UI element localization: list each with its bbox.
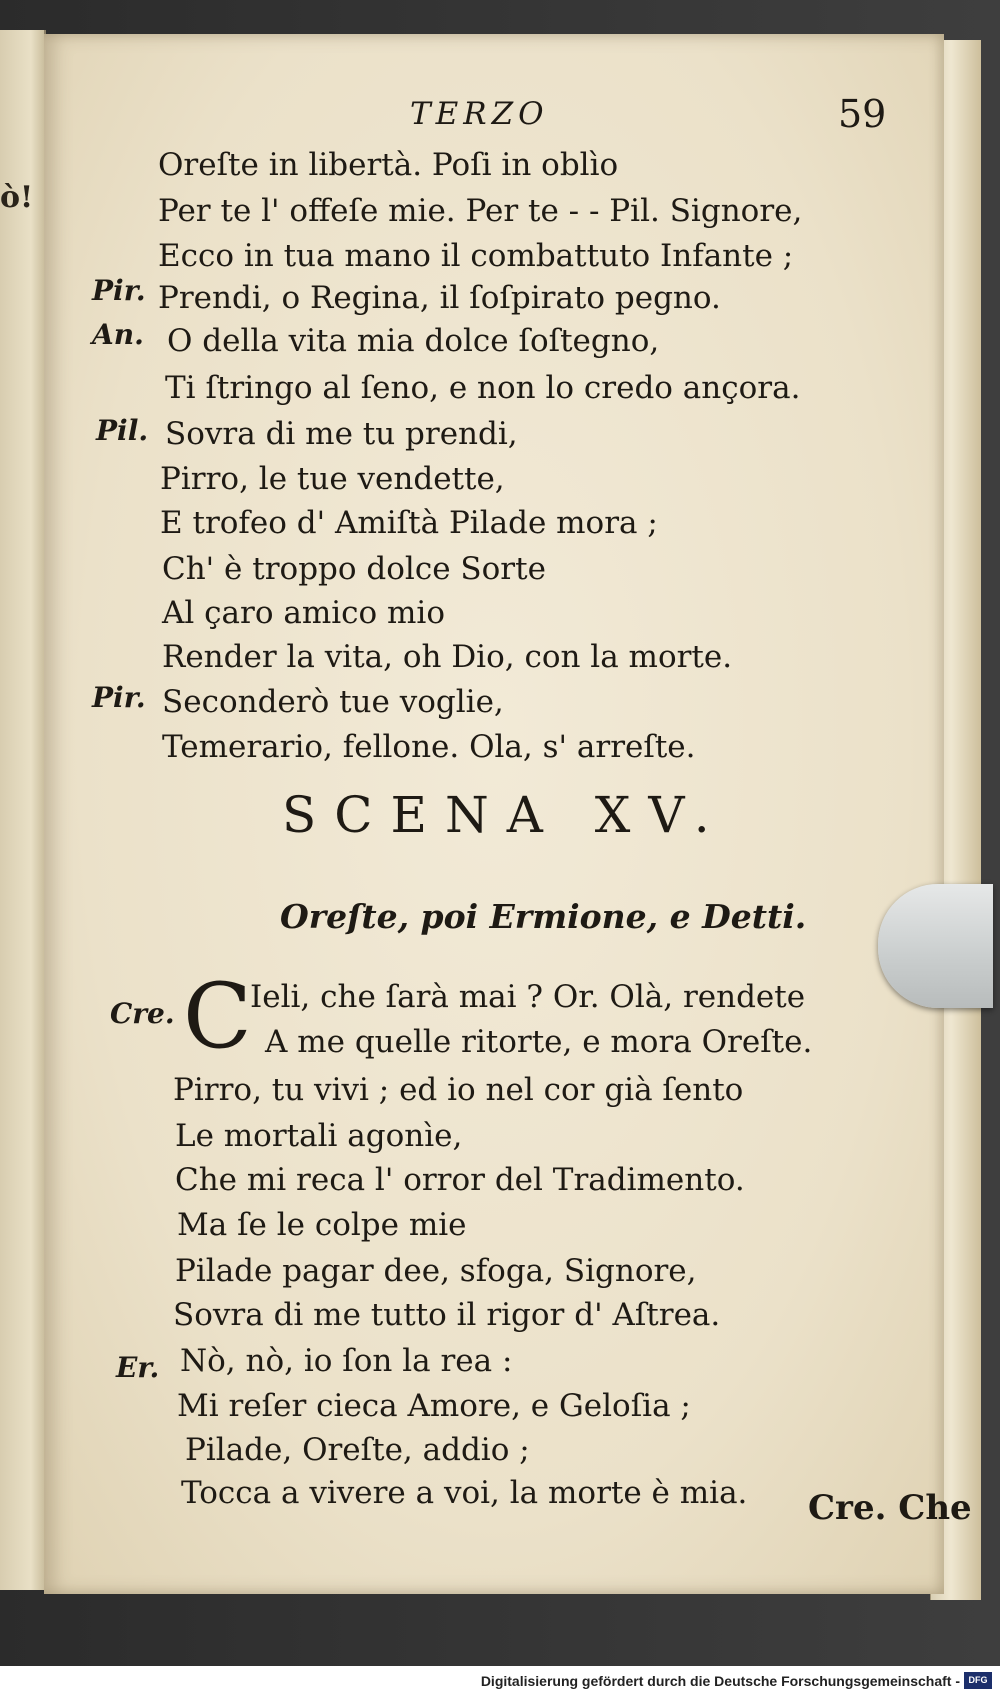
verse-line: Temerario, fellone. Ola, s' arreſte. [162,729,696,765]
speaker-label: Pir. [92,274,146,307]
left-page-fragment: ò! [0,180,34,215]
page-clip [878,884,993,1008]
speaker-label: Cre. [110,997,175,1030]
verse-line: Ecco in tua mano il combattuto Infante ; [158,238,794,274]
drop-cap: C [183,964,252,1069]
speaker-label: An. [92,318,144,351]
verse-line: Pirro, tu vivi ; ed io nel cor già ſento [173,1072,744,1108]
verse-line: Sovra di me tu prendi, [165,416,518,452]
speaker-label: Pil. [96,414,149,447]
verse-line: Al çaro amico mio [162,595,445,631]
scene-heading: SCENA XV. [282,786,728,844]
verse-line: E trofeo d' Amiſtà Pilade mora ; [160,505,658,541]
page-number: 59 [838,92,887,136]
verse-line: Ieli, che ſarà mai ? Or. Olà, rendete [250,979,806,1015]
verse-line: Le mortali agonìe, [175,1118,463,1154]
scene-characters: Oreſte, poi Ermione, e Detti. [280,897,807,936]
verse-line: Sovra di me tutto il rigor d' Aſtrea. [173,1297,721,1333]
dfg-logo: DFG [964,1672,992,1689]
running-head: TERZO [410,96,549,132]
left-page-edge [0,30,46,1590]
footer-credit: Digitalisierung gefördert durch die Deutsche Forschungsgemeinschaft - [480,1673,960,1689]
catchword: Cre. Che [808,1488,972,1528]
verse-line: Nò, nò, io ſon la rea : [180,1343,513,1379]
verse-line: Render la vita, oh Dio, con la morte. [162,639,733,675]
footer-bar [0,1666,1000,1696]
verse-line: O della vita mia dolce ſoſtegno, [167,323,660,359]
verse-line: Mi reſer cieca Amore, e Geloſia ; [177,1388,691,1424]
verse-line: Pirro, le tue vendette, [160,461,505,497]
speaker-label: Pir. [92,681,146,714]
verse-line: Pilade pagar dee, sfoga, Signore, [175,1253,697,1289]
verse-line: Prendi, o Regina, il ſoſpirato pegno. [158,280,721,316]
verse-line: Tocca a vivere a voi, la morte è mia. [181,1475,748,1511]
speaker-label: Er. [116,1351,160,1384]
verse-line: Ch' è troppo dolce Sorte [162,551,546,587]
verse-line: Ma ſe le colpe mie [177,1207,467,1243]
verse-line: Che mi reca l' orror del Tradimento. [175,1162,745,1198]
verse-line: Oreſte in libertà. Poſi in oblìo [158,147,619,183]
verse-line: A me quelle ritorte, e mora Oreſte. [265,1024,813,1060]
verse-line: Seconderò tue voglie, [162,684,504,720]
verse-line: Pilade, Oreſte, addio ; [185,1432,530,1468]
verse-line: Ti ſtringo al ſeno, e non lo credo ançora. [165,370,801,406]
verse-line: Per te l' offeſe mie. Per te - - Pil. Signore, [158,193,803,229]
